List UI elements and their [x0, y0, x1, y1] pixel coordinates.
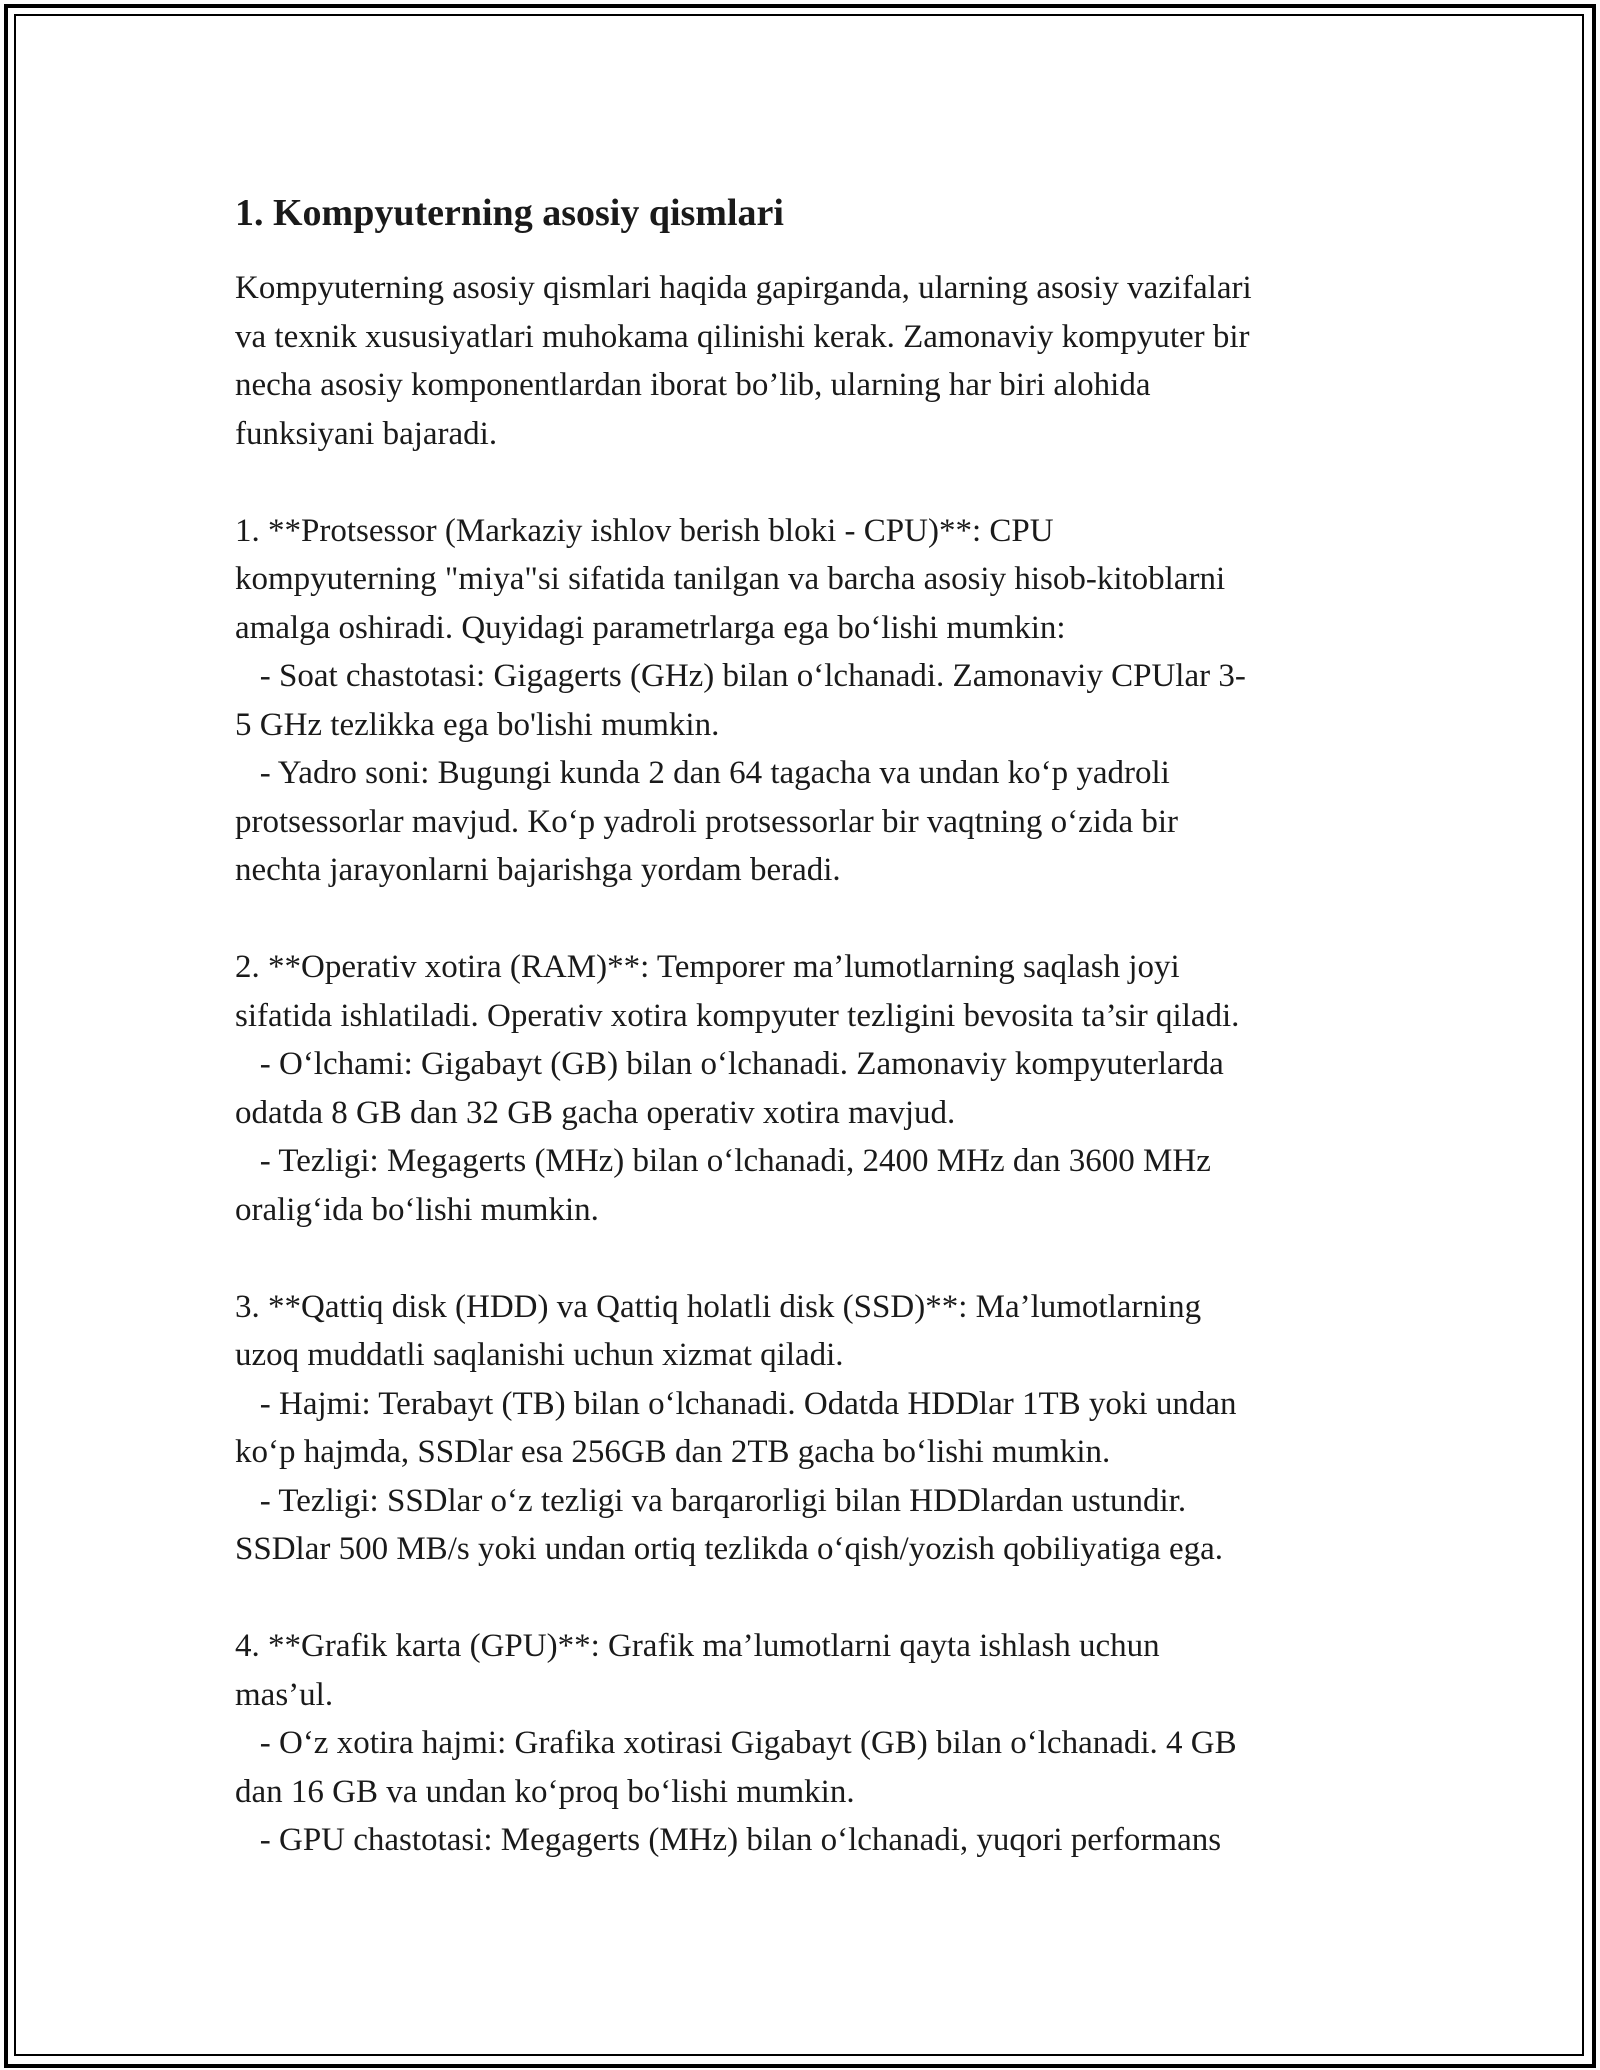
text-line: mas’ul. — [235, 1676, 334, 1713]
text-line: sifatida ishlatiladi. Operativ xotira kompyuter tezligini bevosita ta’sir qiladi. — [235, 997, 1240, 1034]
text-line: amalga oshiradi. Quyidagi parametrlarga ega boʻlishi mumkin: — [235, 609, 1066, 646]
text-line: - Yadro soni: Bugungi kunda 2 dan 64 tagacha va undan koʻp yadroli — [235, 755, 1170, 791]
gpu-paragraph — [235, 1622, 1385, 1865]
paragraph-gap — [235, 458, 1385, 507]
text-line: 3. **Qattiq disk (HDD) va Qattiq holatli disk (SSD)**: Ma’lumotlarning — [235, 1288, 1202, 1325]
text-line: koʻp hajmda, SSDlar esa 256GB dan 2TB gacha boʻlishi mumkin. — [235, 1434, 1111, 1470]
text-line: 4. **Grafik karta (GPU)**: Grafik ma’lumotlarni qayta ishlash uchun — [235, 1628, 1160, 1664]
text-line: - Oʻz xotira hajmi: Grafika xotirasi Gigabayt (GB) bilan oʻlchanadi. 4 GB — [235, 1725, 1237, 1761]
paragraph-gap — [235, 895, 1385, 944]
paragraph-gap — [235, 1234, 1385, 1283]
text-line: odatda 8 GB dan 32 GB gacha operativ xotira mavjud. — [235, 1094, 956, 1131]
intro-paragraph — [235, 264, 1385, 458]
cpu-paragraph — [235, 507, 1385, 895]
text-line: - Oʻlchami: Gigabayt (GB) bilan oʻlchanadi. Zamonaviy kompyuterlarda — [235, 1046, 1224, 1082]
text-line: - Soat chastotasi: Gigagerts (GHz) bilan oʻlchanadi. Zamonaviy CPUlar 3- — [235, 658, 1246, 694]
text-line: protsessorlar mavjud. Koʻp yadroli protsessorlar bir vaqtning oʻzida bir — [235, 803, 1179, 840]
text-line: - Tezligi: Megagerts (MHz) bilan oʻlchanadi, 2400 MHz dan 3600 MHz — [235, 1143, 1211, 1179]
document-body — [235, 188, 1385, 1865]
text-line: - GPU chastotasi: Megagerts (MHz) bilan oʻlchanadi, yuqori performans — [235, 1822, 1222, 1858]
paragraph-gap — [235, 1574, 1385, 1623]
section-heading: 1. Kompyuterning asosiy qismlari — [235, 192, 784, 234]
ram-paragraph — [235, 943, 1385, 1234]
text-line: necha asosiy komponentlardan iborat bo’lib, ularning har biri alohida — [235, 367, 1151, 403]
text-line: - Tezligi: SSDlar oʻz tezligi va barqarorligi bilan HDDlardan ustundir. — [235, 1482, 1187, 1519]
text-line: 5 GHz tezlikka ega bo'lishi mumkin. — [235, 706, 720, 743]
text-line: uzoq muddatli saqlanishi uchun xizmat qiladi. — [235, 1337, 844, 1373]
text-line: oraligʻida boʻlishi mumkin. — [235, 1191, 599, 1228]
text-line: 1. **Protsessor (Markaziy ishlov berish bloki - CPU)**: CPU — [235, 512, 1054, 549]
text-line: va texnik xususiyatlari muhokama qilinishi kerak. Zamonaviy kompyuter bir — [235, 318, 1250, 355]
text-line: funksiyani bajaradi. — [235, 415, 498, 452]
text-line: kompyuterning "miya"si sifatida tanilgan va barcha asosiy hisob-kitoblarni — [235, 561, 1226, 597]
text-line: dan 16 GB va undan koʻproq boʻlishi mumkin. — [235, 1773, 855, 1810]
text-line: 2. **Operativ xotira (RAM)**: Temporer ma’lumotlarning saqlash joyi — [235, 949, 1180, 985]
text-line: Kompyuterning asosiy qismlari haqida gapirganda, ularning asosiy vazifalari — [235, 270, 1252, 306]
text-line: nechta jarayonlarni bajarishga yordam beradi. — [235, 852, 841, 888]
storage-paragraph — [235, 1283, 1385, 1574]
text-line: SSDlar 500 MB/s yoki undan ortiq tezlikda oʻqish/yozish qobiliyatiga ega. — [235, 1531, 1224, 1567]
text-line: - Hajmi: Terabayt (TB) bilan oʻlchanadi. Odatda HDDlar 1TB yoki undan — [235, 1385, 1237, 1422]
